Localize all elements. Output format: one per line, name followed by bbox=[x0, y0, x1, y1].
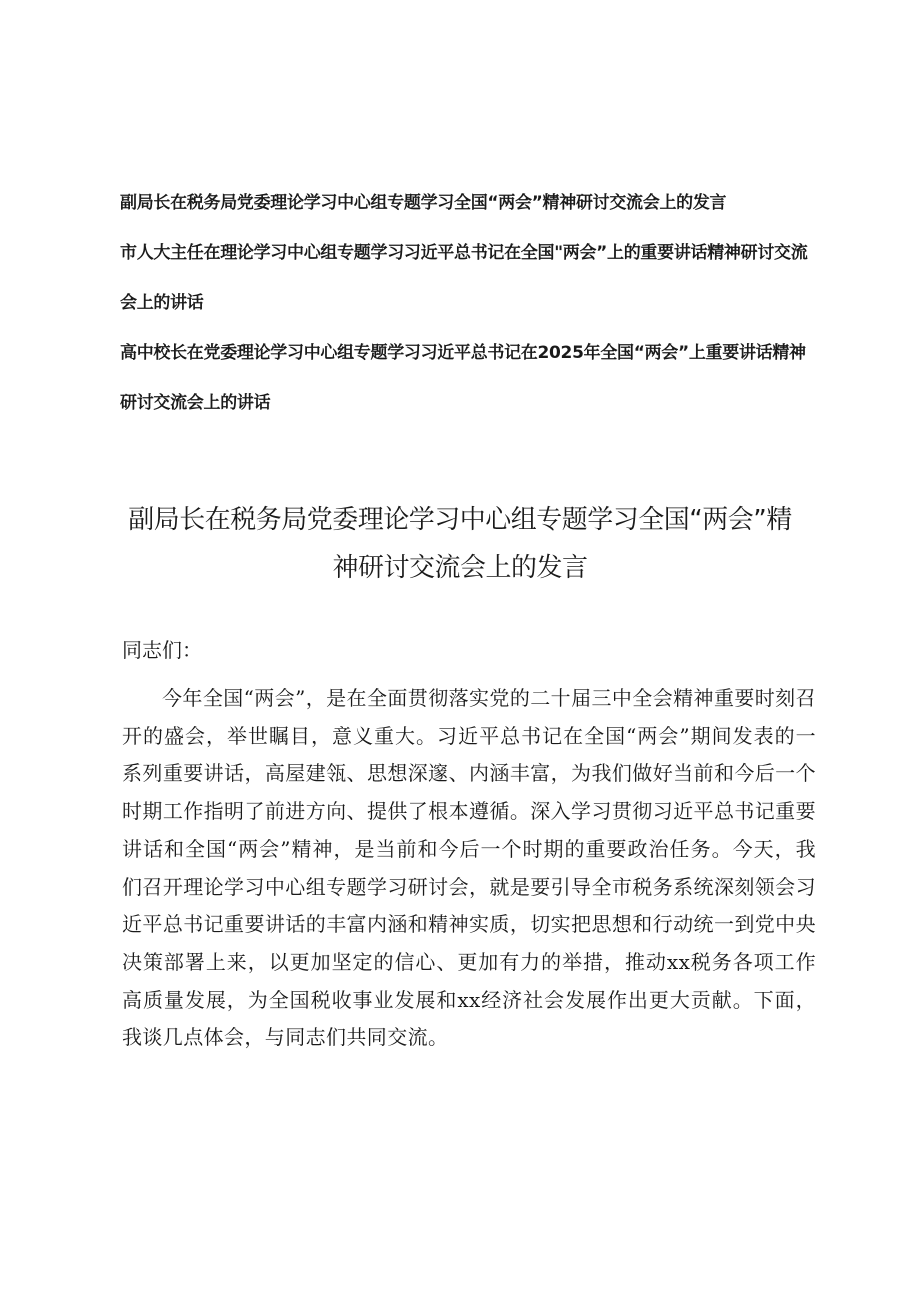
toc-item-1[interactable]: 副局长在税务局党委理论学习中心组专题学习全国“两会”精神研讨交流会上的发言 bbox=[120, 193, 727, 213]
table-of-contents bbox=[120, 178, 820, 428]
salutation: 同志们： bbox=[122, 638, 202, 662]
document-title: 副局长在税务局党委理论学习中心组专题学习全国“两会”精神研讨交流会上的发言 bbox=[128, 505, 792, 583]
body-paragraph: 今年全国“两会”，是在全面贯彻落实党的二十届三中全会精神重要时刻召开的盛会，举世瞩目，意义重大。习近平总书记在全国“两会”期间发表的一系列重要讲话，高屋建瓴、思想深邃、内涵丰富，为我们做好当前和今后一个时期工作指明了前进方向、提供了根本遵循。深入学习贯彻习近平总书记重要讲话和全国“两会”精神，是当前和今后一个时期的重要政治任务。今天，我们召开理论学习中心组专题学习研讨会，就是要引导全市税务系统深刻领会习近平总书记重要讲话的丰富内涵和精神实质，切实把思想和行动统一到党中央决策部署上来，以更加坚定的信心、更加有力的举措，推动xx税务各项工作高质量发展，为全国税收事业发展和xx经济社会发展作出更大贡献。下面，我谈几点体会，与同志们共同交流。 bbox=[122, 686, 816, 1050]
toc-item-2[interactable]: 市人大主任在理论学习中心组专题学习习近平总书记在全国"两会”上的重要讲话精神研讨交流会上的讲话 bbox=[120, 243, 808, 313]
toc-item-3[interactable]: 高中校长在党委理论学习中心组专题学习习近平总书记在2025年全国“两会”上重要讲话精神研讨交流会上的讲话 bbox=[120, 343, 806, 413]
